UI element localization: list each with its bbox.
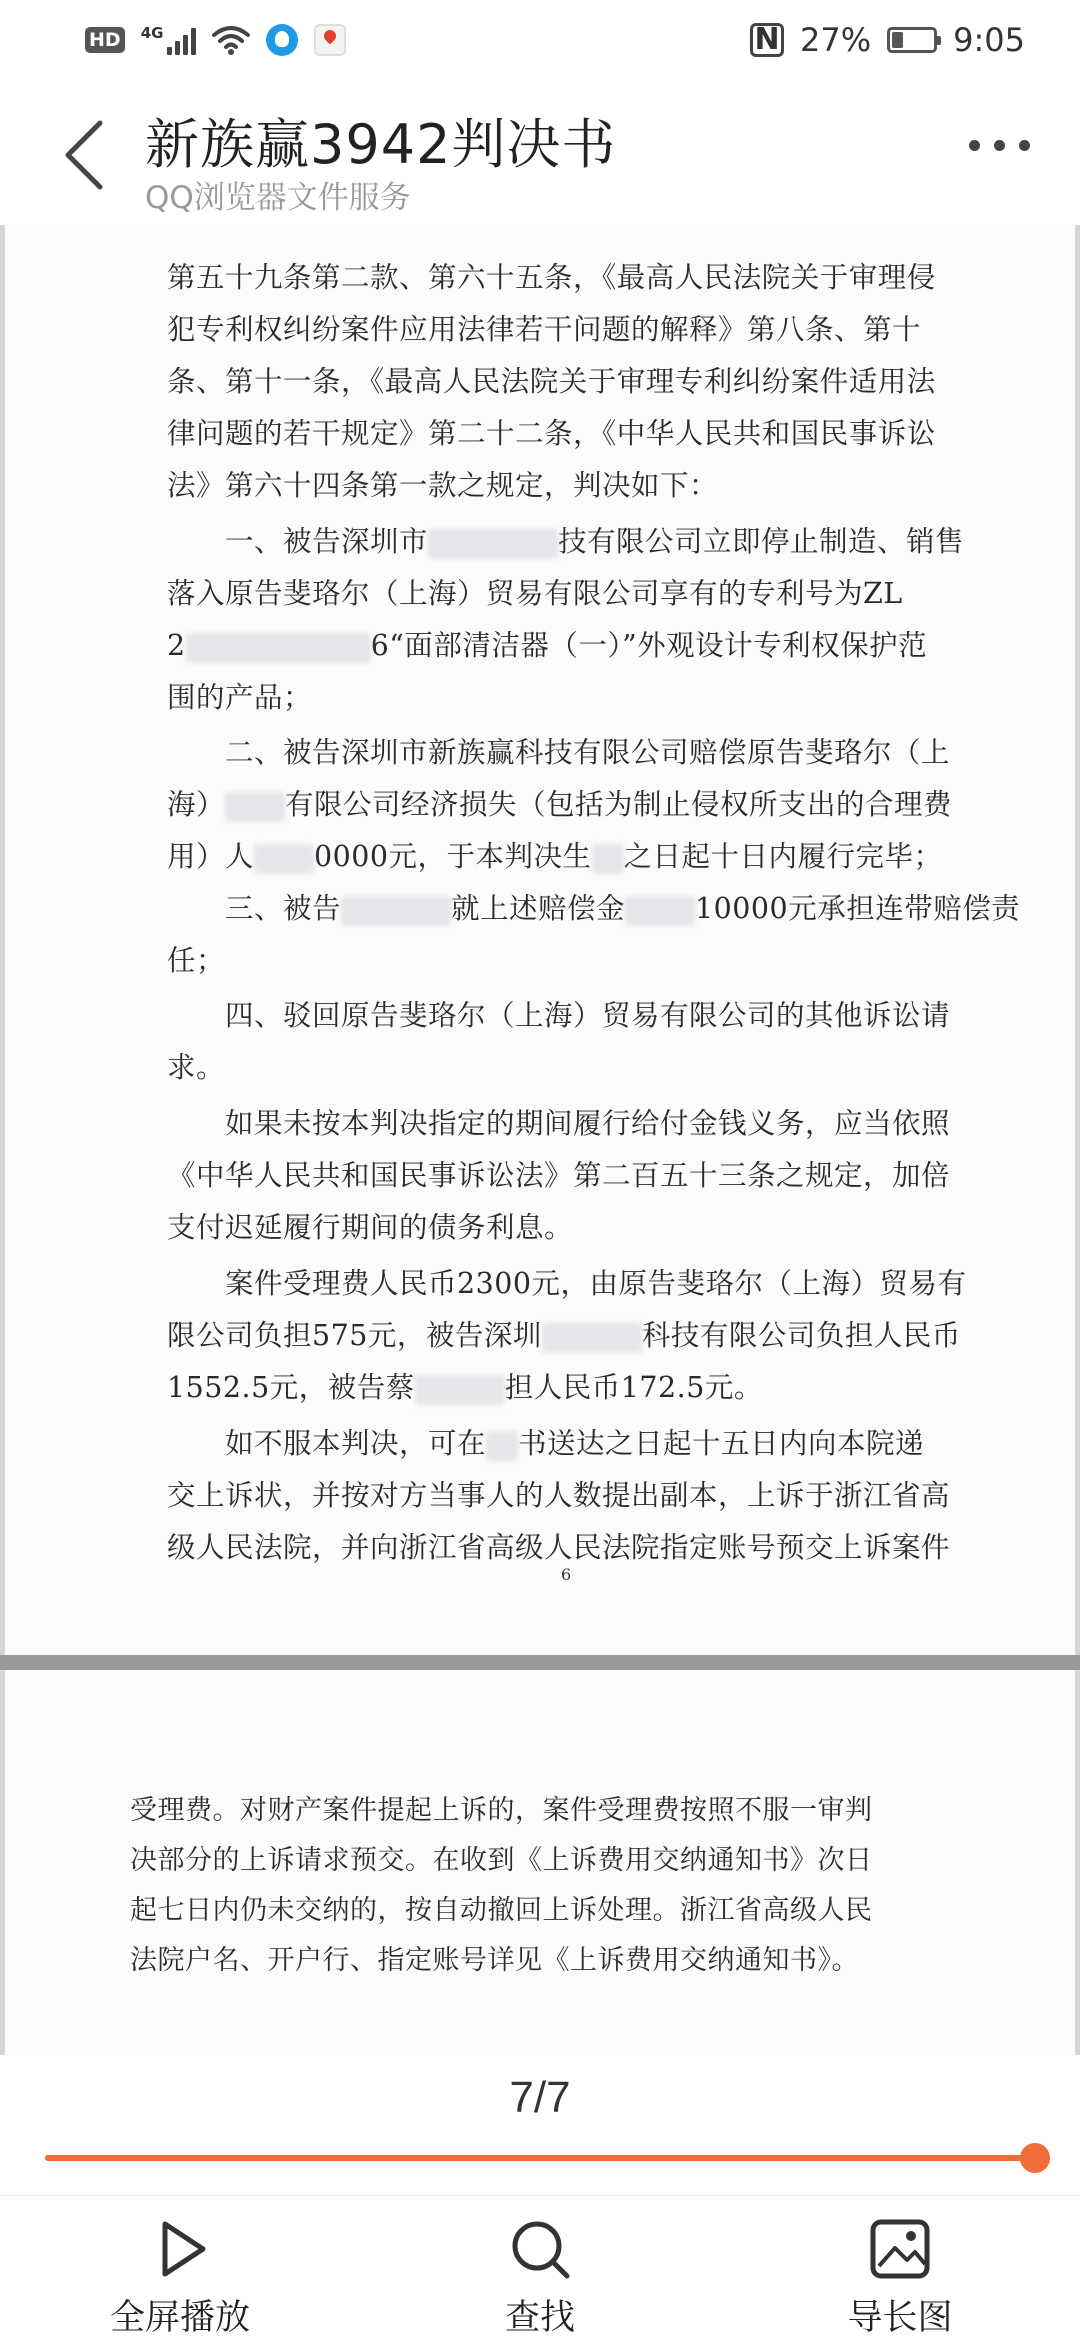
redacted-text — [341, 896, 451, 926]
export-long-image-button[interactable] — [720, 2196, 1080, 2340]
bottom-toolbar — [0, 2195, 1080, 2340]
header — [0, 80, 1080, 225]
page-indicator: 7/7 — [509, 2073, 571, 2122]
fullscreen-play-button[interactable] — [0, 2196, 360, 2340]
document-line: 如果未按本判决指定的期间履行给付金钱义务，应当依照 — [167, 1107, 951, 1140]
map-notification-icon — [314, 24, 346, 56]
redacted-text — [186, 633, 371, 663]
document-line: 决部分的上诉请求预交。在收到《上诉费用交纳通知书》次日 — [130, 1845, 873, 1876]
back-button[interactable] — [62, 120, 112, 190]
wifi-icon — [212, 25, 250, 55]
clock: 9:05 — [953, 21, 1025, 59]
redacted-text — [542, 1323, 642, 1353]
pager — [0, 2055, 1080, 2195]
document-line: 案件受理费人民币2300元，由原告斐珞尔（上海）贸易有 — [167, 1267, 967, 1300]
document-line — [167, 834, 943, 875]
document-line: 交上诉状，并按对方当事人的人数提出副本，上诉于浙江省高 — [167, 1479, 951, 1512]
document-line — [167, 1313, 961, 1354]
redacted-text — [625, 896, 695, 926]
play-icon — [145, 2214, 215, 2284]
text-fragment: 三、被告 — [167, 892, 342, 925]
text-fragment: 就上述赔偿金 — [451, 892, 626, 925]
document-line: 求。 — [167, 1051, 226, 1084]
page-divider — [0, 1655, 1080, 1670]
text-fragment: 10000元承担连带赔偿责 — [695, 892, 1021, 925]
text-fragment: 有限公司经济损失（包括为制止侵权所支出的合理费 — [285, 788, 953, 821]
progress-fill — [45, 2155, 1035, 2161]
find-button[interactable] — [360, 2196, 720, 2340]
document-line: 起七日内仍未交纳的，按自动撤回上诉处理。浙江省高级人民 — [130, 1895, 873, 1926]
status-right — [750, 21, 1025, 59]
signal-icon — [167, 25, 196, 55]
document-line: 受理费。对财产案件提起上诉的，案件受理费按照不服一审判 — [130, 1795, 873, 1826]
document-line: 法》第六十四条第一款之规定，判决如下： — [167, 469, 719, 502]
redacted-text — [415, 1375, 505, 1405]
document-line — [167, 519, 964, 560]
text-fragment: 书送达之日起十五日内向本院递 — [518, 1427, 925, 1460]
document-line: 犯专利权纠纷案件应用法律若干问题的解释》第八条、第十 — [167, 313, 922, 346]
more-dot-icon — [969, 140, 980, 151]
document-line: 第五十九条第二款、第六十五条，《最高人民法院关于审理侵 — [167, 261, 936, 294]
text-fragment: 之日起十日内履行完毕； — [623, 840, 943, 873]
status-bar — [0, 0, 1080, 80]
document-page — [5, 1670, 1075, 2055]
text-fragment: 用）人 — [167, 840, 255, 873]
page-subtitle: QQ浏览器文件服务 — [145, 180, 411, 216]
text-fragment: 技 — [558, 525, 588, 558]
more-dot-icon — [994, 140, 1005, 151]
text-fragment: 科技有限公司负担人民币 — [641, 1319, 961, 1352]
network-type: 4G — [140, 24, 164, 42]
text-fragment: 6 — [370, 629, 390, 662]
text-fragment: 一、被告深圳市 — [167, 525, 429, 558]
page-title: 新族赢3942判决书 — [145, 113, 617, 176]
redacted-text — [592, 844, 624, 874]
document-line: 法院户名、开户行、指定账号详见《上诉费用交纳通知书》。 — [130, 1945, 859, 1976]
text-fragment: 2 — [167, 629, 186, 662]
document-line: 条、第十一条，《最高人民法院关于审理专利纠纷案件适用法 — [167, 365, 936, 398]
text-fragment: 如不服本判决，可在 — [167, 1427, 487, 1460]
text-fragment: 0000元，于本判决生 — [314, 840, 592, 873]
document-viewer[interactable] — [0, 225, 1080, 2055]
document-line: 支付迟延履行期间的债务利息。 — [167, 1211, 574, 1244]
text-fragment: 1552.5元，被告蔡 — [167, 1371, 415, 1404]
progress-handle[interactable] — [1020, 2143, 1050, 2173]
qq-browser-notification-icon — [266, 24, 298, 56]
fullscreen-play-label: 全屏播放 — [109, 2298, 250, 2338]
redacted-text — [428, 529, 558, 559]
status-left — [85, 24, 346, 56]
nfc-icon: N — [750, 23, 784, 57]
hd-icon: HD — [85, 27, 125, 53]
document-page — [5, 225, 1075, 1655]
battery-fill — [892, 32, 903, 48]
redacted-text — [486, 1431, 518, 1461]
document-line — [167, 886, 1020, 927]
page-number: 6 — [561, 1565, 572, 1584]
document-line: 二、被告深圳市新族赢科技有限公司赔偿原告斐珞尔（上 — [167, 736, 951, 769]
export-long-image-label: 导长图 — [847, 2298, 953, 2338]
document-line — [167, 623, 927, 664]
find-label: 查找 — [504, 2298, 575, 2338]
text-fragment: 海） — [167, 788, 226, 821]
long-image-icon — [865, 2214, 935, 2284]
document-line — [167, 1421, 924, 1462]
document-line: 四、驳回原告斐珞尔（上海）贸易有限公司的其他诉讼请 — [167, 999, 951, 1032]
more-options-button[interactable] — [969, 140, 1030, 151]
text-fragment: “面部清洁器（一）”外观设计专利权保护范 — [389, 629, 928, 662]
document-line: 围的产品； — [167, 681, 313, 714]
search-icon — [505, 2214, 575, 2284]
document-line: 落入原告斐珞尔（上海）贸易有限公司享有的专利号为ZL — [167, 577, 903, 610]
page-progress-slider[interactable] — [45, 2155, 1035, 2161]
text-fragment: 限公司负担575元，被告深圳 — [167, 1319, 542, 1352]
back-arrow-icon — [62, 119, 106, 191]
document-line — [167, 782, 952, 823]
more-dot-icon — [1019, 140, 1030, 151]
document-line — [167, 1365, 763, 1406]
text-fragment: 担人民币172.5元。 — [504, 1371, 763, 1404]
document-line: 律问题的若干规定》第二十二条，《中华人民共和国民事诉讼 — [167, 417, 936, 450]
battery-percentage: 27% — [800, 21, 872, 59]
redacted-text — [254, 844, 314, 874]
battery-icon — [887, 27, 937, 53]
text-fragment: 有限公司立即停止制造、销售 — [587, 525, 965, 558]
document-line: 《中华人民共和国民事诉讼法》第二百五十三条之规定，加倍 — [167, 1159, 951, 1192]
redacted-text — [225, 792, 285, 822]
document-line: 任； — [167, 944, 226, 977]
document-line: 级人民法院，并向浙江省高级人民法院指定账号预交上诉案件 — [167, 1531, 951, 1564]
